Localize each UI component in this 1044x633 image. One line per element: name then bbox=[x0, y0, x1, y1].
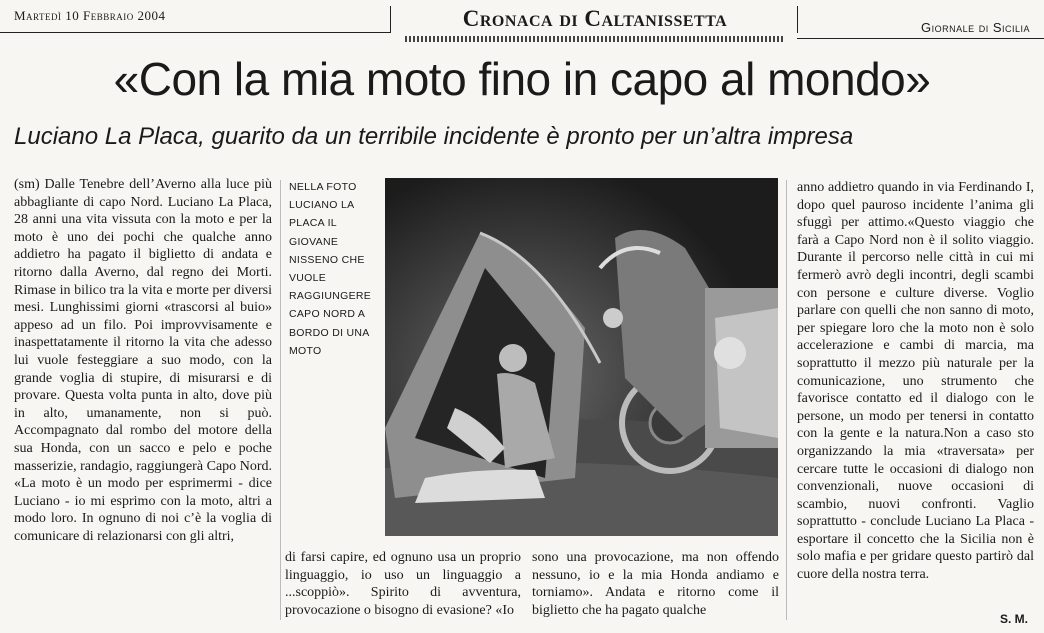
section-underline bbox=[405, 36, 785, 42]
header-divider-left bbox=[390, 6, 391, 33]
article-headline: «Con la mia moto fino in capo al mondo» bbox=[113, 53, 931, 105]
issue-date: Martedì 10 Febbraio 2004 bbox=[14, 8, 166, 23]
article-column-1: (sm) Dalle Tenebre dell’Averno alla luce più abbagliante di capo Nord. Luciano La Placa, 28 anni una vita vissuta con la moto e per la moto è uno dei pochi che qualche anno addietro ha pagato il biglietto di andata e ritorno dalla Averno, dal regno dei Morti. Rimase in bilico tra la vita e morte per diversi mesi. Lunghissimi giorni «trascorsi al buio» appeso ad un filo. Poi improvvisamente e inaspettatamente il ritorno la vita che adesso lui vuole festeggiare a suo modo, con la grande voglia di stupire, di misurarsi e di provare. Questa volta punta in alto, dove più in alto, umanamente, non si può. Accompagnato dal rombo del motore della sua Honda, con un sacco e pelo e poche masserizie, randagio, raggiungerà Capo Nord. «La moto è un modo per esprimermi - dice Luciano - io mi esprimo con la moto, altri a modo loro. In ognuno di noi c’è la voglia di comunicare di relazionarsi con gli altri, bbox=[14, 177, 272, 544]
tent-motorcycle-photo bbox=[385, 178, 778, 536]
column-divider bbox=[280, 180, 281, 620]
article-subhead: Luciano La Placa, guarito da un terribile incidente è pronto per un’altra impresa bbox=[14, 123, 854, 150]
photo-caption: NELLA FOTO LUCIANO LA PLACA IL GIOVANE NISSENO CHE VUOLE RAGGIUNGERE CAPO NORD A BORDO DI UNA MOTO bbox=[289, 181, 372, 357]
header-rule-left bbox=[0, 32, 390, 33]
column-divider bbox=[786, 180, 787, 620]
header-divider-right bbox=[797, 6, 798, 33]
article-column-3: sono una provocazione, ma non offendo nessuno, io e la mia Honda andiamo e torniamo». Andata e ritorno come il biglietto che ha pagato qualche bbox=[532, 550, 779, 618]
newspaper-name: Giornale di Sicilia bbox=[920, 20, 1030, 35]
article-column-2: di farsi capire, ed ognuno usa un proprio linguaggio, io uso un linguaggio a ...scoppiò». Spirito di avventura, provocazione o bisogno di evasione? «Io bbox=[285, 550, 521, 618]
article-photo bbox=[385, 178, 778, 536]
article-column-4: anno addietro quando in via Ferdinando I, dopo quel pauroso incidente l’anima gli sfuggì per attimo.«Questo viaggio che farà a Capo Nord non è il solito viaggio. Durante il percorso nelle città in cui mi fermerò avrò degli incontri, degli scambi con persone e culture diverse. Voglio parlare con quelli che non sanno di moto, per spiegare loro che la moto non è solo accelerazione e cambi di marcia, ma soprattutto il mezzo più naturale per la comunicazione, uno strumento che favorisce contatto ed il dialogo con le persone, un modo per tenersi in contatto con la gente e la natura.Non a caso sto organizzando la mia «traversata» per cercare tutte le occasioni di dialogo non convenzionali, nuove occasioni di scambio, nuovi confronti. Vaglio soprattutto - conclude Luciano La Placa - esportare il concetto che la Sicilia non è solo mafia e per gridare questo partirò dal cuore della nostra terra. bbox=[797, 180, 1034, 583]
section-title: Cronaca di Caltanissetta bbox=[462, 6, 728, 31]
author-signature: S. M. bbox=[999, 612, 1028, 626]
header-rule-right bbox=[797, 38, 1044, 39]
